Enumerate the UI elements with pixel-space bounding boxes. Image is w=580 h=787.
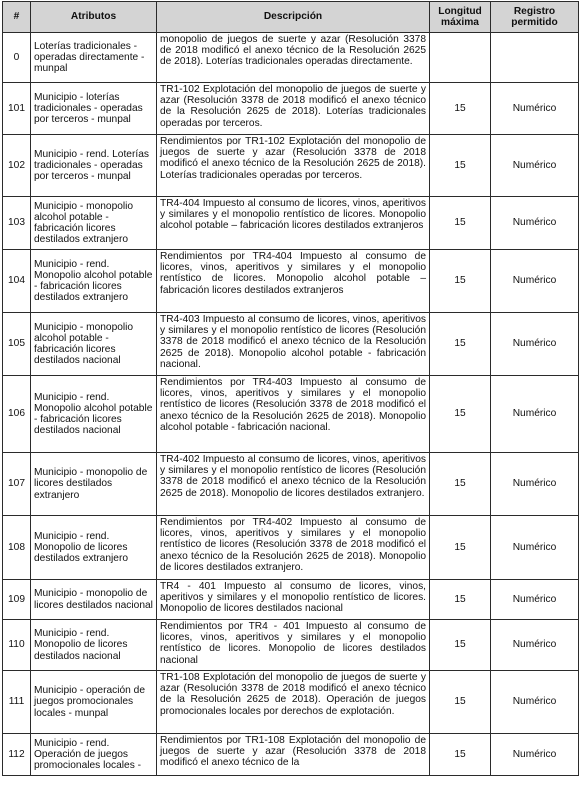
row-allowed-type: Numérico xyxy=(491,376,579,453)
row-description: Rendimientos por TR1-102 Explotación del monopolio de juegos de suerte y azar (Resolución 3378 de 2018 modificó el anexo técnico de la Resolución 2625 de 2018). Loterías tradicionales operadas por terceros. xyxy=(157,135,430,197)
row-description: TR1-102 Explotación del monopolio de juegos de suerte y azar (Resolución 3378 de 2018 modificó el anexo técnico de la Resolución 2625 de 2018). Loterías tradicionales operadas por terceros. xyxy=(157,83,430,135)
row-max-length: 15 xyxy=(430,376,491,453)
row-max-length: 15 xyxy=(430,516,491,580)
row-attribute: Municipio - rend. Loterías tradicionales - operadas por terceros - munpal xyxy=(31,135,157,197)
row-attribute: Municipio - rend. Operación de juegos promocionales locales - xyxy=(31,734,157,776)
row-allowed-type: Numérico xyxy=(491,734,579,776)
row-allowed-type xyxy=(491,33,579,83)
row-number: 108 xyxy=(3,516,31,580)
table-row xyxy=(3,376,579,453)
row-description: TR4 - 401 Impuesto al consumo de licores, vinos, aperitivos y similares y el monopolio rentístico de licores. Monopolio de licores destilados nacional xyxy=(157,580,430,620)
row-description: TR4-403 Impuesto al consumo de licores, vinos, aperitivos y similares y el monopolio rentístico de licores (Resolución 3378 de 2018 modificó el anexo técnico de la Resolución 2625 de 2018). Monopolio alcohol potable - fabricación nacional. xyxy=(157,313,430,376)
row-number: 112 xyxy=(3,734,31,776)
row-description: Rendimientos por TR4 - 401 Impuesto al consumo de licores, vinos, aperitivos y similares y el monopolio rentístico de licores. Monopolio de licores destilados nacional xyxy=(157,620,430,671)
row-attribute: Municipio - rend. Monopolio alcohol potable - fabricación licores destilados extranjero xyxy=(31,250,157,313)
header-attributes: Atributos xyxy=(31,2,157,33)
table-row xyxy=(3,313,579,376)
row-number: 109 xyxy=(3,580,31,620)
row-max-length: 15 xyxy=(430,83,491,135)
row-max-length: 15 xyxy=(430,250,491,313)
row-number: 104 xyxy=(3,250,31,313)
row-number: 110 xyxy=(3,620,31,671)
row-allowed-type: Numérico xyxy=(491,197,579,250)
row-allowed-type: Numérico xyxy=(491,516,579,580)
row-description: Rendimientos por TR4-404 Impuesto al consumo de licores, vinos, aperitivos y similares y el monopolio rentístico de licores. Monopolio alcohol potable – fabricación licores destilados extranjeros xyxy=(157,250,430,313)
row-number: 101 xyxy=(3,83,31,135)
header-description: Descripción xyxy=(157,2,430,33)
table-row xyxy=(3,250,579,313)
table-row xyxy=(3,33,579,83)
row-number: 103 xyxy=(3,197,31,250)
header-max-length: Longitud máxima xyxy=(430,2,491,33)
row-number: 111 xyxy=(3,671,31,734)
row-attribute: Municipio - operación de juegos promocionales locales - munpal xyxy=(31,671,157,734)
header-allowed-type: Registro permitido xyxy=(491,2,579,33)
attributes-table xyxy=(2,1,579,776)
row-max-length: 15 xyxy=(430,197,491,250)
row-max-length xyxy=(430,33,491,83)
row-max-length: 15 xyxy=(430,313,491,376)
row-allowed-type: Numérico xyxy=(491,620,579,671)
row-attribute: Municipio - rend. Monopolio alcohol potable - fabricación licores destilados nacional xyxy=(31,376,157,453)
row-max-length: 15 xyxy=(430,580,491,620)
row-description: TR4-402 Impuesto al consumo de licores, vinos, aperitivos y similares y el monopolio rentístico de licores (Resolución 3378 de 2018 modificó el anexo técnico de la Resolución 2625 de 2018). Monopolio de licores destilados extranjero. xyxy=(157,453,430,516)
row-number: 105 xyxy=(3,313,31,376)
header-row xyxy=(3,2,579,33)
row-max-length: 15 xyxy=(430,734,491,776)
table-row xyxy=(3,671,579,734)
row-description: Rendimientos por TR1-108 Explotación del monopolio de juegos de suerte y azar (Resolución 3378 de 2018 modificó el anexo técnico de la xyxy=(157,734,430,776)
row-description: monopolio de juegos de suerte y azar (Resolución 3378 de 2018 modificó el anexo técnico de la Resolución 2625 de 2018). Loterías tradicionales operadas directamente. xyxy=(157,33,430,83)
table-row xyxy=(3,197,579,250)
row-attribute: Municipio - rend. Monopolio de licores destilados extranjero xyxy=(31,516,157,580)
row-allowed-type: Numérico xyxy=(491,580,579,620)
row-max-length: 15 xyxy=(430,620,491,671)
row-max-length: 15 xyxy=(430,671,491,734)
row-max-length: 15 xyxy=(430,135,491,197)
row-allowed-type: Numérico xyxy=(491,313,579,376)
table-row xyxy=(3,734,579,776)
row-number: 106 xyxy=(3,376,31,453)
table-row xyxy=(3,453,579,516)
table-row xyxy=(3,83,579,135)
row-attribute: Municipio - monopolio alcohol potable - fabricación licores destilados extranjero xyxy=(31,197,157,250)
row-allowed-type: Numérico xyxy=(491,135,579,197)
row-allowed-type: Numérico xyxy=(491,453,579,516)
row-allowed-type: Numérico xyxy=(491,671,579,734)
row-number: 0 xyxy=(3,33,31,83)
header-number: # xyxy=(3,2,31,33)
row-number: 107 xyxy=(3,453,31,516)
row-description: TR4-404 Impuesto al consumo de licores, vinos, aperitivos y similares y el monopolio rentístico de licores. Monopolio alcohol potable – fabricación licores destilados extranjeros xyxy=(157,197,430,250)
row-allowed-type: Numérico xyxy=(491,83,579,135)
row-description: TR1-108 Explotación del monopolio de juegos de suerte y azar (Resolución 3378 de 2018 modificó el anexo técnico de la Resolución 2625 de 2018). Operación de juegos promocionales locales por derechos de explotación. xyxy=(157,671,430,734)
table-row xyxy=(3,580,579,620)
row-description: Rendimientos por TR4-402 Impuesto al consumo de licores, vinos, aperitivos y similares y el monopolio rentístico de licores (Resolución 3378 de 2018 modificó el anexo técnico de la Resolución 2625 de 2018). Monopolio de licores destilados extranjero. xyxy=(157,516,430,580)
table-row xyxy=(3,135,579,197)
row-attribute: Municipio - loterías tradicionales - operadas por terceros - munpal xyxy=(31,83,157,135)
row-attribute: Municipio - monopolio de licores destilados nacional xyxy=(31,580,157,620)
row-allowed-type: Numérico xyxy=(491,250,579,313)
row-attribute: Municipio - monopolio de licores destilados extranjero xyxy=(31,453,157,516)
row-attribute: Loterías tradicionales - operadas directamente - munpal xyxy=(31,33,157,83)
row-max-length: 15 xyxy=(430,453,491,516)
row-number: 102 xyxy=(3,135,31,197)
table-row xyxy=(3,620,579,671)
row-attribute: Municipio - monopolio alcohol potable - fabricación licores destilados nacional xyxy=(31,313,157,376)
row-description: Rendimientos por TR4-403 Impuesto al consumo de licores, vinos, aperitivos y similares y el monopolio rentístico de licores (Resolución 3378 de 2018 modificó el anexo técnico de la Resolución 2625 de 2018). Monopolio alcohol potable - fabricación nacional. xyxy=(157,376,430,453)
table-row xyxy=(3,516,579,580)
row-attribute: Municipio - rend. Monopolio de licores destilados nacional xyxy=(31,620,157,671)
